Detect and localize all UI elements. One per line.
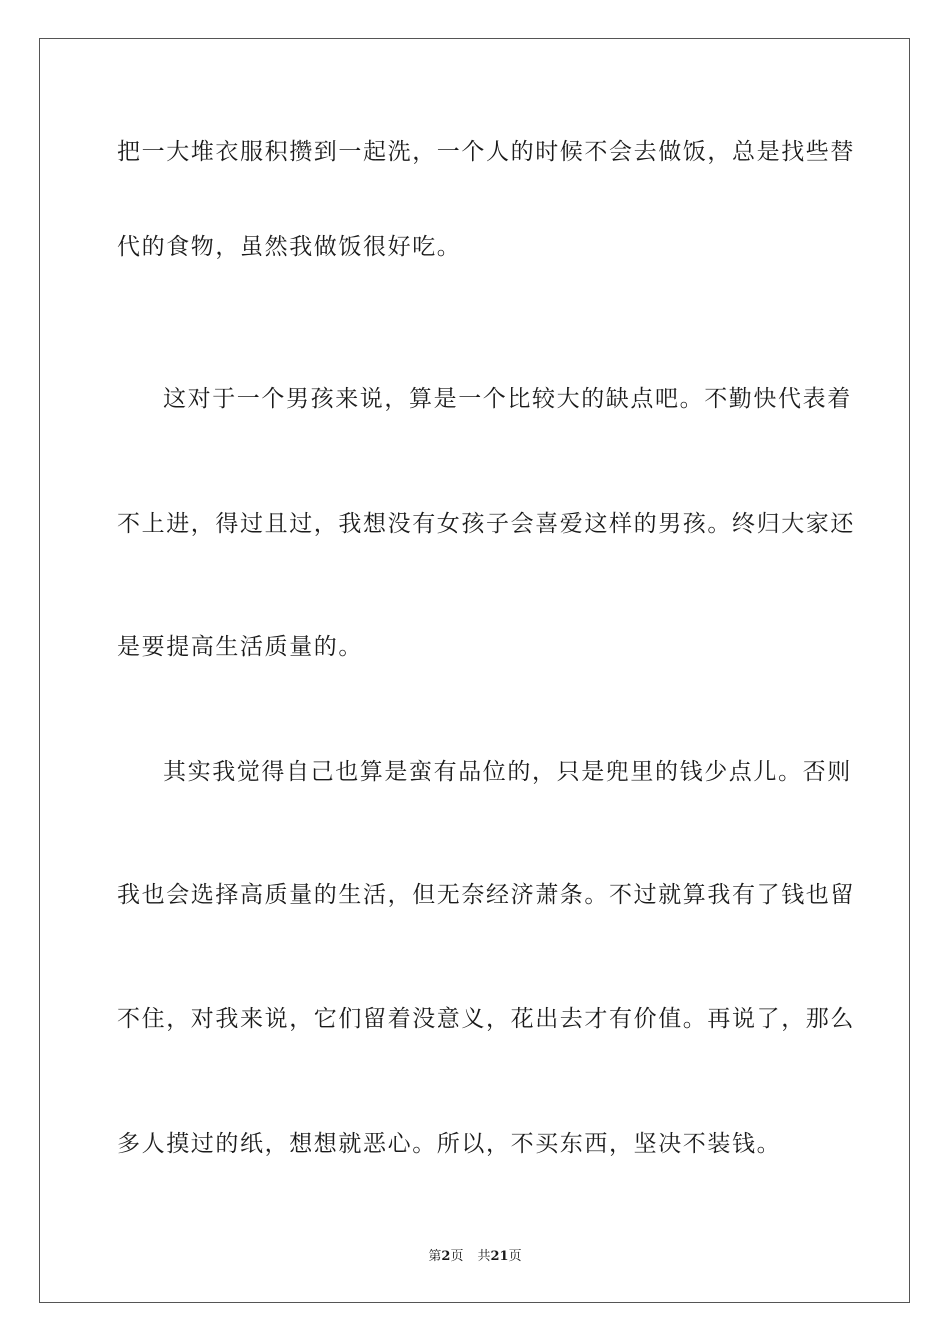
paragraph-3-line-2: 我也会选择高质量的生活，但无奈经济萧条。不过就算我有了钱也留 xyxy=(117,882,855,908)
paragraph-1-line-2: 代的食物，虽然我做饭很好吃。 xyxy=(117,234,462,260)
total-suffix: 页 xyxy=(508,1249,522,1264)
page-border xyxy=(39,38,910,1303)
paragraph-3-line-4: 多人摸过的纸，想想就恶心。所以，不买东西，坚决不装钱。 xyxy=(117,1131,782,1157)
page-footer xyxy=(0,1248,950,1266)
paragraph-1-line-1: 把一大堆衣服积攒到一起洗，一个人的时候不会去做饭，总是找些替 xyxy=(117,139,855,165)
paragraph-3-line-3: 不住，对我来说，它们留着没意义，花出去才有价值。再说了，那么 xyxy=(117,1006,855,1032)
total-pages: 21 xyxy=(490,1249,509,1264)
paragraph-3-line-1: 其实我觉得自己也算是蛮有品位的，只是兜里的钱少点儿。否则 xyxy=(163,759,852,785)
total-prefix: 共 xyxy=(477,1249,491,1264)
paragraph-2-line-1: 这对于一个男孩来说，算是一个比较大的缺点吧。不勤快代表着 xyxy=(163,386,852,412)
page-number: 2 xyxy=(441,1249,451,1264)
page-suffix: 页 xyxy=(450,1249,464,1264)
paragraph-2-line-3: 是要提高生活质量的。 xyxy=(117,634,363,660)
page-prefix: 第 xyxy=(428,1249,442,1264)
paragraph-2-line-2: 不上进，得过且过，我想没有女孩子会喜爱这样的男孩。终归大家还 xyxy=(117,511,855,537)
